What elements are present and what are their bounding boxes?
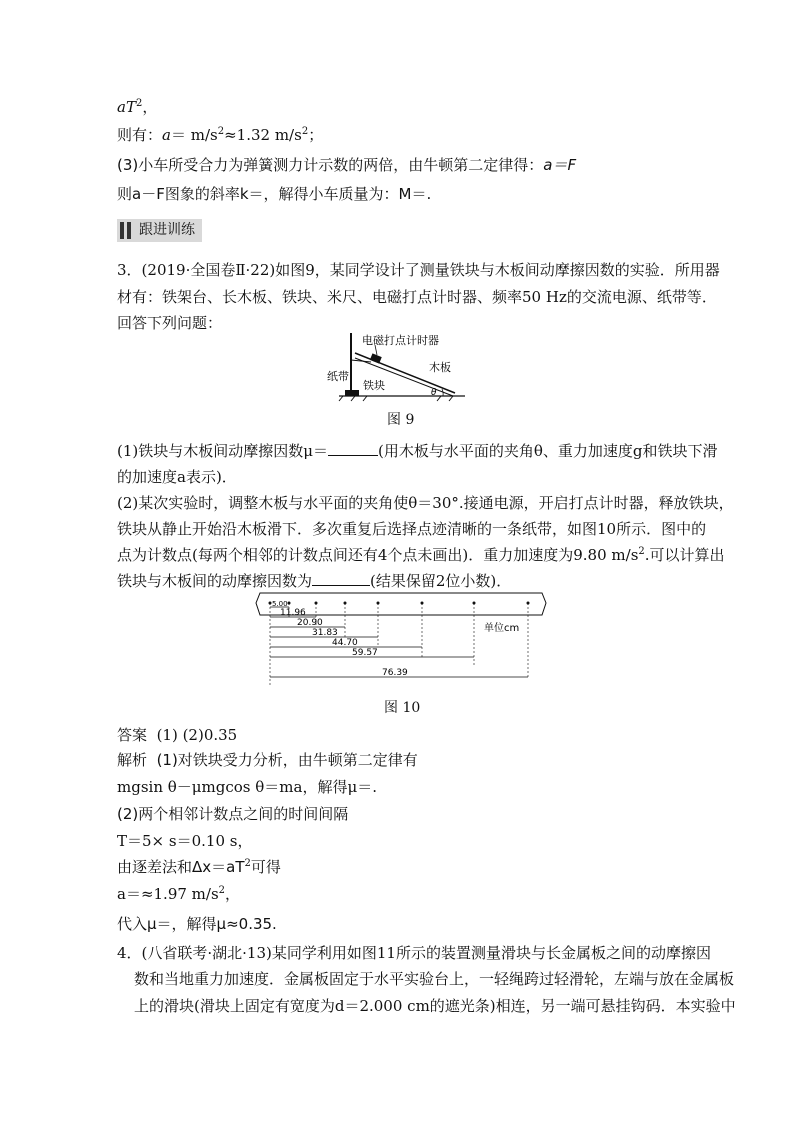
q3-part2-line1: (2)某次实验时，调整木板与水平面的夹角使θ＝30°.接通电源，开启打点计时器，释放铁块， [117,494,734,512]
angle-arc [442,389,443,396]
analysis-line6: a＝≈1.97 $m/s^2$， [117,885,241,903]
label-theta: θ [431,388,437,398]
part3-line: (3)小车所受合力为弹簧测力计示数的两倍，由牛顿第二定律得：a＝F [117,156,577,174]
figure-10-caption: 图 10 [384,700,421,716]
stand-base [345,390,359,396]
analysis-line3: (2)两个相邻计数点之间的时间间隔 [117,805,349,823]
q3-part2-line3: 点为计数点(每两个相邻的计数点间还有4个点未画出)．重力加速度为9.80 $m/s^2$.可以计算出 [117,546,725,564]
answer-blank [328,441,378,456]
label-tape: 纸带 [327,370,349,383]
unit-label: 单位cm [484,623,520,634]
ground-hatch [449,396,453,401]
analysis-line4: T＝5× s＝0.10 s， [117,832,253,850]
iron-block [370,353,382,363]
answer-blank [312,571,370,586]
measurement-label: 59.57 [352,648,378,658]
answer-line: 答案 (1) (2)0.35 [117,726,238,744]
analysis-line7: 代入μ＝，解得μ≈0.35. [117,915,277,933]
q3-intro-line3: 回答下列问题： [117,314,223,332]
measurement-label: 76.39 [382,668,408,678]
slope-mass-line: 则a－F图象的斜率k＝，解得小车质量为：M＝. [117,185,432,203]
analysis-line5: 由逐差法和$\Delta x=aT^2$可得 [117,858,281,876]
q3-part1-line1: (1)铁块与木板间动摩擦因数μ＝ (用木板与水平面的夹角θ、重力加速度g和铁块下滑 [117,442,718,460]
formula-line-aT2: $aT^2$， [117,98,158,116]
section-heading-text: 跟进训练 [139,222,195,238]
figure-9-apparatus [325,333,485,403]
ground-hatch [437,396,441,401]
q3-intro-line1: 3．(2019·全国卷Ⅱ·22)如图9，某同学设计了测量铁块与木板间动摩擦因数的实验．所用器 [117,261,720,279]
q3-part2-line2: 铁块从静止开始沿木板滑下．多次重复后选择点迹清晰的一条纸带，如图10所示．图中的 [117,520,707,538]
measurement-label: 44.70 [332,638,358,648]
measurement-label: 20.90 [297,618,323,628]
q3-part2-line4: 铁块与木板间的动摩擦因数为 (结果保留2位小数)． [117,572,512,590]
label-block: 铁块 [363,379,385,392]
q4-line3: 上的滑块(滑块上固定有宽度为d＝2.000 cm的遮光条)相连，另一端可悬挂钩码．本实验中 [134,997,736,1015]
q4-line1: 4．(八省联考·湖北·13)某同学利用如图11所示的装置测量滑块与长金属板之间的动摩擦因 [117,944,711,962]
ground-hatch [339,396,343,401]
q3-intro-line2: 材有：铁架台、长木板、铁块、米尺、电磁打点计时器、频率50 Hz的交流电源、纸带等． [117,288,717,306]
ground-hatch [363,396,367,401]
analysis-line2: mgsin θ－μmgcos θ＝ma，解得μ＝. [117,778,377,796]
heading-bar-decoration [127,222,131,239]
q3-part1-line2: 的加速度a表示)． [117,468,237,486]
analysis-line1: 解析 (1)对铁块受力分析，由牛顿第二定律有 [117,751,418,769]
q4-line2: 数和当地重力加速度．金属板固定于水平实验台上，一轻绳跨过轻滑轮，左端与放在金属板 [134,970,735,988]
measurement-label: 5.00 [272,600,288,608]
figure-9-caption: 图 9 [387,412,415,428]
ground-hatch [351,396,355,401]
measurement-label: 31.83 [312,628,338,638]
acceleration-result-line: 则有：$a= m/s^2\approx 1.32$ $m/s^2$； [117,126,324,144]
section-heading [117,219,202,242]
label-board: 木板 [429,361,451,374]
label-timer: 电磁打点计时器 [362,334,439,347]
heading-bar-decoration [120,222,124,239]
figure-10-tape [252,591,548,687]
measurement-label: 11.96 [280,608,306,618]
